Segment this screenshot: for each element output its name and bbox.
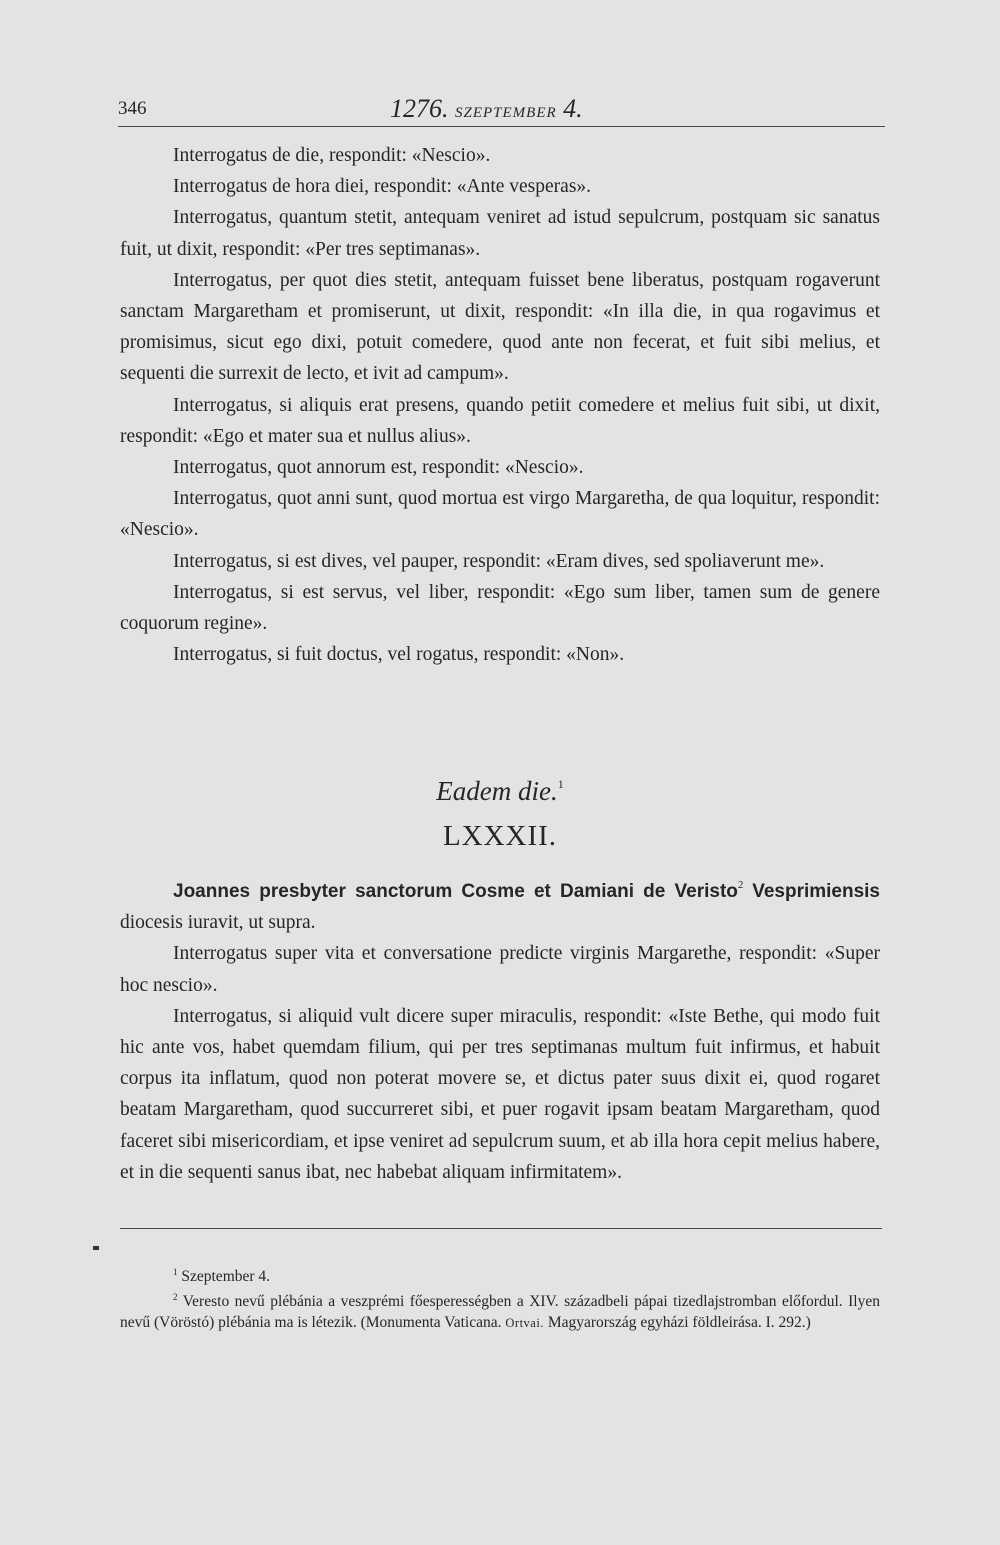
section-number: LXXXII.: [442, 820, 558, 852]
margin-mark: [93, 1246, 99, 1250]
paragraph: Interrogatus, quot annorum est, respondit: «Nescio».: [173, 457, 584, 479]
page-number: 346: [118, 98, 147, 119]
paragraph: Interrogatus, quantum stetit, antequam veniret ad istud sepulcrum, postquam sic sanatus fuit, ut dixit, respondit: «Per tres septimanas».: [120, 207, 880, 260]
running-title: [390, 94, 583, 124]
footnote-text: Magyarország egyházi földleirása. I. 292.): [547, 1314, 811, 1331]
paragraph: Interrogatus super vita et conversatione predicte virginis Margarethe, respondit: «Super hoc nescio».: [120, 943, 880, 996]
witness-oath: diocesis iuravit, ut supra.: [120, 912, 316, 934]
paragraph: Interrogatus, per quot dies stetit, antequam fuisset bene liberatus, postquam rogaverunt sanctam Margaretham et promiserunt, ut dixit, respondit: «In illa die, in qua rogavimus et promisimus, sicut ego dixi, potuit comedere, quod ante non fecerat, et fuit sibi melius, et sequenti die surrexit de lecto, et ivit ad campum».: [120, 269, 880, 385]
paragraph: Interrogatus, si est dives, vel pauper, respondit: «Eram dives, sed spoliaverunt me».: [173, 550, 825, 572]
paragraph: Interrogatus, si fuit doctus, vel rogatus, respondit: «Non».: [173, 644, 625, 666]
witness-name: Joannes presbyter sanctorum Cosme et Damiani de Veristo: [173, 881, 738, 902]
paragraph: Interrogatus, si aliquis erat presens, quando petiit comedere et melius fuit sibi, ut dixit, respondit: «Ego et mater sua et nullus alius».: [120, 394, 880, 447]
witness-diocese: Vesprimiensis: [752, 881, 880, 902]
footnote-reference: 1: [557, 777, 564, 791]
footnotes: [120, 1262, 880, 1334]
footnote-mark: 1: [173, 1267, 178, 1277]
witness-intro: [120, 870, 880, 938]
paragraph: Interrogatus, si aliquid vult dicere super miraculis, respondit: «Iste Bethe, qui modo fuit hic ante vos, habet quemdam filium, qui per tres septimanas multum fuit infirmus, et habuit corpus ita inflatum, quod non poterat movere se, et dictus pater suus dixit ei, quod rogaret beatam Margaretham, quod succurreret sibi, et puer rogavit ipsam beatam Margaretham, quod faceret sibi misericordiam, et ipse veniret ad sepulcrum suum, et ab illa hora cepit melius habere, et in die sequenti sanus ibat, nec habebat aliquam infirmitatem».: [120, 1005, 880, 1183]
footnote-reference: 2: [737, 879, 744, 891]
paragraph: Interrogatus, quot anni sunt, quod mortua est virgo Margaretha, de qua loquitur, respondit: «Nescio».: [120, 488, 880, 541]
footnote-author: Ortvai.: [505, 1316, 544, 1330]
title-year: 1276.: [390, 94, 449, 123]
footnote-2: [120, 1287, 880, 1334]
title-day: 4.: [563, 94, 583, 123]
footnote-text: Szeptember 4.: [181, 1268, 271, 1285]
testimony-text: [120, 140, 880, 670]
footnote-1: [120, 1262, 880, 1287]
paragraph: Interrogatus de die, respondit: «Nescio».: [173, 145, 491, 166]
title-month: SZEPTEMBER: [455, 105, 557, 121]
section-date-text: Eadem die.: [436, 776, 558, 806]
paragraph: Interrogatus, si est servus, vel liber, respondit: «Ego sum liber, tamen sum de genere coquorum regine».: [120, 581, 880, 635]
paragraph: Interrogatus de hora diei, respondit: «Ante vesperas».: [173, 176, 592, 198]
witness-section: [120, 870, 880, 1188]
page-header: [118, 86, 885, 127]
footnote-mark: 2: [173, 1292, 178, 1302]
section-date: [0, 776, 1000, 807]
footnote-text: Veresto nevű plébánia a veszprémi főesperességben a XIV. századbeli pápai tizedlajstromban előfordul. Ilyen nevű (Vöröstó) plébánia ma is létezik. (Monumenta Vaticana.: [120, 1293, 880, 1331]
footnote-divider: [120, 1228, 882, 1229]
